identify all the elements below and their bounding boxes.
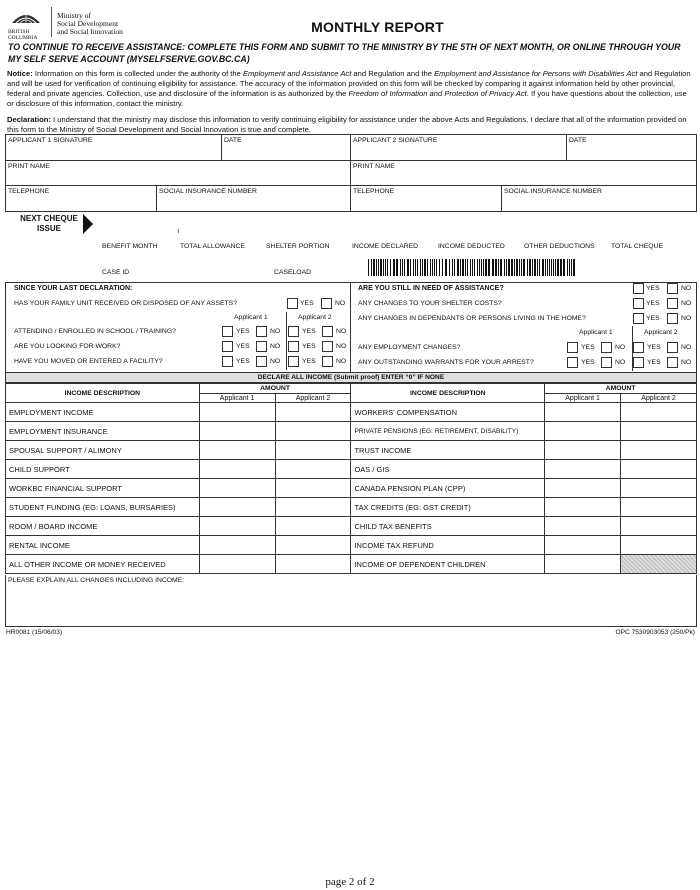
moved-a2-yes-checkbox[interactable]: [288, 356, 299, 367]
other-deductions-label: OTHER DEDUCTIONS: [524, 243, 595, 250]
no-label: NO: [681, 300, 692, 307]
employment-a2-yes-checkbox[interactable]: [633, 342, 644, 353]
next-cheque-line1: NEXT CHEQUE: [20, 214, 78, 223]
amount-applicant1-input[interactable]: [199, 498, 275, 517]
barcode-bar: [415, 259, 416, 276]
barcode-bar: [481, 259, 482, 276]
work-a1-yes-checkbox[interactable]: [222, 341, 233, 352]
telephone2-field[interactable]: [350, 185, 502, 212]
no-label: NO: [681, 285, 692, 292]
barcode-bar: [420, 259, 421, 276]
barcode-bar: [383, 259, 384, 276]
barcode-bar: [442, 259, 443, 276]
barcode-bar: [537, 259, 538, 276]
barcode-bar: [529, 259, 531, 276]
barcode-bar: [557, 259, 559, 276]
no-label: NO: [270, 358, 281, 365]
barcode-bar: [407, 259, 409, 276]
barcode-bar: [454, 259, 455, 276]
work-a2-no-checkbox[interactable]: [322, 341, 333, 352]
dependants-question: ANY CHANGES IN DEPENDANTS OR PERSONS LIVING IN THE HOME?: [358, 315, 586, 322]
print-name2-label: PRINT NAME: [353, 163, 395, 170]
amount-applicant1-input[interactable]: [199, 517, 275, 536]
notice-act-1: Employment and Assistance Act: [242, 69, 352, 78]
date2-label: DATE: [569, 137, 587, 144]
shelter-no-checkbox[interactable]: [667, 298, 678, 309]
income-description-header-right: INCOME DESCRIPTION: [351, 384, 545, 403]
income-description-cell: CHILD SUPPORT: [6, 460, 200, 479]
amount-applicant2-header: Applicant 2: [275, 394, 351, 403]
moved-a1-no-checkbox[interactable]: [256, 356, 267, 367]
caseload-label: CASELOAD: [274, 269, 312, 276]
explain-changes-label: PLEASE EXPLAIN ALL CHANGES INCLUDING INCOME:: [8, 577, 185, 584]
yes-label: YES: [302, 343, 316, 350]
logo-text-british: BRITISH: [8, 29, 30, 35]
no-label: NO: [336, 328, 347, 335]
income-description-cell: TRUST INCOME: [351, 441, 545, 460]
income-description-header: INCOME DESCRIPTION: [6, 384, 200, 403]
income-description-cell: TAX CREDITS (EG: GST CREDIT): [351, 498, 545, 517]
income-description-cell: CHILD TAX BENEFITS: [351, 517, 545, 536]
no-label: NO: [270, 343, 281, 350]
amount-applicant2-input[interactable]: [621, 403, 697, 422]
barcode-bar: [422, 259, 423, 276]
barcode-bar: [430, 259, 431, 276]
amount-applicant2-input[interactable]: [275, 536, 351, 555]
date1-field[interactable]: [221, 134, 351, 161]
telephone1-field[interactable]: [5, 185, 157, 212]
amount-header: AMOUNT: [199, 384, 351, 394]
income-table: [5, 383, 697, 574]
amount-applicant2-input[interactable]: [275, 422, 351, 441]
barcode-bar: [542, 259, 544, 276]
school-a1-no-checkbox[interactable]: [256, 326, 267, 337]
employment-changes-question: ANY EMPLOYMENT CHANGES?: [358, 344, 461, 351]
amount-applicant2-input[interactable]: [275, 479, 351, 498]
notice-label: Notice:: [7, 69, 33, 78]
barcode-bar: [519, 259, 520, 276]
barcode-bar: [417, 259, 418, 276]
income-description-cell: RENTAL INCOME: [6, 536, 200, 555]
warrants-a2-yes-checkbox[interactable]: [633, 357, 644, 368]
amount-applicant1-input[interactable]: [199, 555, 275, 574]
barcode-bar: [498, 259, 499, 276]
barcode-bar: [436, 259, 437, 276]
questions-divider: [350, 282, 351, 372]
barcode-bar: [439, 259, 440, 276]
barcode-bar: [485, 259, 487, 276]
barcode-bar: [504, 259, 505, 276]
applicant2-column-label: Applicant 2: [298, 314, 332, 321]
amount-applicant1-input[interactable]: [545, 441, 621, 460]
barcode-bar: [545, 259, 546, 276]
amount-applicant1-input[interactable]: [199, 441, 275, 460]
assets-question: HAS YOUR FAMILY UNIT RECEIVED OR DISPOSED OF ANY ASSETS?: [14, 300, 237, 307]
work-a1-no-checkbox[interactable]: [256, 341, 267, 352]
school-a2-yes-checkbox[interactable]: [288, 326, 299, 337]
barcode-bar: [462, 259, 464, 276]
income-description-cell: WORKERS' COMPENSATION: [351, 403, 545, 422]
shelter-portion-label: SHELTER PORTION: [266, 243, 330, 250]
declaration-paragraph: [7, 115, 695, 135]
ministry-name-line1: Ministry of: [57, 11, 91, 20]
employment-a1-no-checkbox[interactable]: [601, 342, 612, 353]
yes-label: YES: [300, 300, 314, 307]
notice-text-4: . If you have questions about the collection, use or disclosure of this information, contact the ministry.: [7, 89, 687, 108]
warrants-question: ANY OUTSTANDING WARRANTS FOR YOUR ARREST?: [358, 359, 534, 366]
amount-applicant1-input[interactable]: [199, 460, 275, 479]
no-label: NO: [270, 328, 281, 335]
income-description-cell: WORKBC FINANCIAL SUPPORT: [6, 479, 200, 498]
income-description-cell: EMPLOYMENT INSURANCE: [6, 422, 200, 441]
assets-no-checkbox[interactable]: [321, 298, 332, 309]
sin2-label: SOCIAL INSURANCE NUMBER: [504, 188, 602, 195]
amount-applicant1-input[interactable]: [199, 422, 275, 441]
moved-a1-yes-checkbox[interactable]: [222, 356, 233, 367]
amount-applicant1-input[interactable]: [545, 555, 621, 574]
barcode-bar: [514, 259, 515, 276]
income-description-cell: INCOME TAX REFUND: [351, 536, 545, 555]
case-id-label: CASE ID: [102, 269, 130, 276]
declaration-text: I understand that the ministry may disclose this information to verify continuing eligibility for assistance under the above Acts and Regulations. I declare that all of the information provided on this form to the Ministry of Social Development and Social Innovation is true and complete.: [7, 115, 687, 134]
barcode-bar: [547, 259, 548, 276]
no-label: NO: [681, 359, 692, 366]
income-description-cell: OAS / GIS: [351, 460, 545, 479]
barcode-bar: [404, 259, 405, 276]
income-description-cell: STUDENT FUNDING (EG: LOANS, BURSARIES): [6, 498, 200, 517]
notice-text-1: Information on this form is collected under the authority of the: [32, 69, 243, 78]
yes-label: YES: [581, 344, 595, 351]
amount-applicant1-header: Applicant 1: [199, 394, 275, 403]
barcode-bar: [549, 259, 550, 276]
amount-applicant2-input[interactable]: [275, 460, 351, 479]
income-description-cell: INCOME OF DEPENDENT CHILDREN: [351, 555, 545, 574]
barcode-bar: [508, 259, 510, 276]
income-declared-label: INCOME DECLARED: [352, 243, 419, 250]
barcode-bar: [457, 259, 459, 276]
barcode-bar: [483, 259, 484, 276]
amount-applicant2-input[interactable]: [621, 498, 697, 517]
amount-applicant1-input[interactable]: [545, 460, 621, 479]
employment-a1-yes-checkbox[interactable]: [567, 342, 578, 353]
page-title: MONTHLY REPORT: [311, 19, 444, 35]
still-need-assistance-question: ARE YOU STILL IN NEED OF ASSISTANCE?: [358, 285, 504, 292]
barcode-bar: [488, 259, 490, 276]
barcode-bar: [427, 259, 428, 276]
school-a2-no-checkbox[interactable]: [322, 326, 333, 337]
no-label: NO: [336, 343, 347, 350]
next-cheque-line2: ISSUE: [36, 224, 61, 233]
work-question: ARE YOU LOOKING FOR WORK?: [14, 343, 121, 350]
amount-applicant2-input[interactable]: [621, 536, 697, 555]
still-need-no-checkbox[interactable]: [667, 283, 678, 294]
no-label: NO: [681, 344, 692, 351]
sin2-field[interactable]: [501, 185, 697, 212]
table-row: [6, 498, 697, 517]
barcode-bar: [511, 259, 513, 276]
amount-applicant1-input[interactable]: [545, 422, 621, 441]
shelter-yes-checkbox[interactable]: [633, 298, 644, 309]
barcode-bar: [467, 259, 468, 276]
amount-applicant1-input[interactable]: [199, 536, 275, 555]
yes-label: YES: [581, 359, 595, 366]
arrow-right-icon: [83, 214, 93, 234]
ministry-name-line3: and Social Innovation: [57, 27, 123, 36]
table-row: [6, 536, 697, 555]
logo-text-columbia: COLUMBIA: [8, 35, 38, 41]
barcode-bar: [373, 259, 375, 276]
amount-applicant1-input[interactable]: [545, 536, 621, 555]
barcode-bar: [413, 259, 414, 276]
amount-applicant2-input[interactable]: [275, 517, 351, 536]
print-name2-field[interactable]: [350, 160, 697, 186]
form-id: HR0081 (15/06/03): [6, 629, 63, 636]
barcode-bar: [432, 259, 433, 276]
barcode-bar: [380, 259, 382, 276]
warrants-a2-no-checkbox[interactable]: [667, 357, 678, 368]
barcode-bar: [527, 259, 528, 276]
amount-applicant2-input[interactable]: [275, 555, 351, 574]
since-last-declaration-heading: SINCE YOUR LAST DECLARATION:: [14, 285, 133, 292]
amount-header-right: AMOUNT: [545, 384, 697, 394]
yes-label: YES: [647, 359, 661, 366]
amount-applicant1-input[interactable]: [545, 403, 621, 422]
barcode-bar: [434, 259, 435, 276]
barcode-bar: [560, 259, 562, 276]
no-label: NO: [615, 344, 626, 351]
amount-applicant1-input[interactable]: [545, 479, 621, 498]
barcode-bar: [563, 259, 565, 276]
amount-applicant1-header-right: Applicant 1: [545, 394, 621, 403]
income-description-cell: CANADA PENSION PLAN (CPP): [351, 479, 545, 498]
barcode-bar: [567, 259, 568, 276]
barcode-bar: [470, 259, 471, 276]
notice-text-3: and Regulation and will be used for verification of continuing eligibility for assistance. The accuracy of the information provided on this form will be checked by comparing it against information held by other provincial, federal and private agencies. Collection, use and disclosure of the information is as authorized by the: [7, 69, 691, 98]
barcode-bar: [460, 259, 461, 276]
date1-label: DATE: [224, 137, 242, 144]
barcode-bar: [387, 259, 388, 276]
amount-applicant2-input[interactable]: [275, 498, 351, 517]
explain-changes-field[interactable]: [5, 575, 697, 627]
amount-applicant2-header-right: Applicant 2: [621, 394, 697, 403]
barcode-bar: [465, 259, 466, 276]
amount-applicant1-input[interactable]: [199, 403, 275, 422]
barcode-bar: [569, 259, 570, 276]
amount-applicant2-input[interactable]: [275, 441, 351, 460]
income-description-cell: EMPLOYMENT INCOME: [6, 403, 200, 422]
print-name1-field[interactable]: [5, 160, 351, 186]
applicant2-signature-label: APPLICANT 2 SIGNATURE: [353, 137, 438, 144]
still-need-yes-checkbox[interactable]: [633, 283, 644, 294]
warrants-a1-no-checkbox[interactable]: [601, 357, 612, 368]
no-label: NO: [336, 358, 347, 365]
barcode-bar: [553, 259, 554, 276]
shelter-costs-question: ANY CHANGES TO YOUR SHELTER COSTS?: [358, 300, 502, 307]
barcode-bar: [516, 259, 518, 276]
barcode-bar: [472, 259, 473, 276]
barcode-bar: [410, 259, 411, 276]
tick-mark: [178, 229, 179, 233]
table-row: [6, 460, 697, 479]
amount-applicant2-input[interactable]: [621, 441, 697, 460]
moved-question: HAVE YOU MOVED OR ENTERED A FACILITY?: [14, 358, 163, 365]
applicant1-column-label: Applicant 1: [234, 314, 268, 321]
barcode-bar: [506, 259, 507, 276]
barcode-bar: [495, 259, 497, 276]
sin1-label: SOCIAL INSURANCE NUMBER: [159, 188, 257, 195]
applicant1-signature-label: APPLICANT 1 SIGNATURE: [8, 137, 93, 144]
table-row: [6, 555, 697, 574]
applicant1-signature-field[interactable]: [5, 134, 222, 161]
amount-applicant2-input[interactable]: [275, 403, 351, 422]
amount-applicant2-input[interactable]: [621, 479, 697, 498]
no-label: NO: [615, 359, 626, 366]
income-description-cell: ALL OTHER INCOME OR MONEY RECEIVED: [6, 555, 200, 574]
employment-a2-no-checkbox[interactable]: [667, 342, 678, 353]
opc-number: OPC 7530903053 (250/Pk): [615, 629, 695, 636]
barcode-bar: [523, 259, 525, 276]
yes-label: YES: [236, 328, 250, 335]
barcode-bar: [474, 259, 475, 276]
assets-yes-checkbox[interactable]: [287, 298, 298, 309]
amount-applicant2-input[interactable]: [621, 460, 697, 479]
barcode-bar: [492, 259, 494, 276]
amount-applicant1-input[interactable]: [545, 498, 621, 517]
sin1-field[interactable]: [156, 185, 351, 212]
dependants-yes-checkbox[interactable]: [633, 313, 644, 324]
notice-text-2: and Regulation and the: [351, 69, 435, 78]
barcode-bar: [500, 259, 502, 276]
amount-applicant1-input[interactable]: [199, 479, 275, 498]
barcode-bar: [445, 259, 447, 276]
table-row: [6, 517, 697, 536]
barcode-bar: [400, 259, 401, 276]
applicant1-column-label-right: Applicant 1: [579, 329, 613, 336]
notice-act-3: Freedom of Information and Protection of Privacy Act: [348, 89, 527, 98]
next-cheque-issue-label: [18, 214, 80, 234]
telephone1-label: TELEPHONE: [8, 188, 50, 195]
table-row: [6, 403, 697, 422]
barcode-bar: [539, 259, 540, 276]
yes-label: YES: [236, 358, 250, 365]
notice-act-2: Employment and Assistance for Persons with Disabilities Act: [434, 69, 638, 78]
amount-applicant2-input[interactable]: [621, 517, 697, 536]
print-name1-label: PRINT NAME: [8, 163, 50, 170]
barcode-bar: [571, 259, 572, 276]
barcode-bar: [376, 259, 377, 276]
barcode-bar: [534, 259, 536, 276]
warrants-a1-yes-checkbox[interactable]: [567, 357, 578, 368]
barcode-bar: [371, 259, 372, 276]
barcode-bar: [396, 259, 398, 276]
barcode: [368, 259, 578, 276]
no-label: NO: [681, 315, 692, 322]
barcode-bar: [452, 259, 453, 276]
barcode-bar: [555, 259, 556, 276]
yes-label: YES: [646, 285, 660, 292]
moved-a2-no-checkbox[interactable]: [322, 356, 333, 367]
notice-paragraph: [7, 69, 695, 109]
no-label: NO: [335, 300, 346, 307]
total-cheque-label: TOTAL CHEQUE: [611, 243, 663, 250]
applicant-divider: [286, 312, 287, 370]
barcode-bar: [368, 259, 369, 276]
barcode-bar: [385, 259, 386, 276]
dependants-no-checkbox[interactable]: [667, 313, 678, 324]
school-question: ATTENDING / ENROLLED IN SCHOOL / TRAINING?: [14, 328, 176, 335]
table-row: [6, 422, 697, 441]
barcode-bar: [551, 259, 552, 276]
barcode-bar: [573, 259, 575, 276]
page-number: page 2 of 2: [325, 876, 375, 888]
yes-label: YES: [236, 343, 250, 350]
ministry-name-line2: Social Development: [57, 19, 119, 28]
applicant2-column-label-right: Applicant 2: [644, 329, 678, 336]
barcode-bar: [424, 259, 426, 276]
barcode-bar: [390, 259, 391, 276]
barcode-bar: [378, 259, 379, 276]
income-deducted-label: INCOME DEDUCTED: [438, 243, 505, 250]
barcode-bar: [532, 259, 533, 276]
barcode-bar: [521, 259, 522, 276]
barcode-bar: [402, 259, 403, 276]
barcode-bar: [477, 259, 478, 276]
date2-field[interactable]: [566, 134, 697, 161]
amount-applicant1-input[interactable]: [545, 517, 621, 536]
declare-income-bar: DECLARE ALL INCOME (Submit proof) ENTER “0” IF NONE: [5, 372, 697, 383]
applicant2-signature-field[interactable]: [350, 134, 567, 161]
income-description-cell: SPOUSAL SUPPORT / ALIMONY: [6, 441, 200, 460]
yes-label: YES: [647, 344, 661, 351]
income-description-cell: PRIVATE PENSIONS (EG: RETIREMENT, DISABILITY): [351, 422, 545, 441]
table-row: [6, 441, 697, 460]
yes-label: YES: [646, 300, 660, 307]
amount-applicant2-input: [621, 555, 697, 574]
total-allowance-label: TOTAL ALLOWANCE: [180, 243, 245, 250]
yes-label: YES: [302, 328, 316, 335]
yes-label: YES: [302, 358, 316, 365]
barcode-bar: [449, 259, 450, 276]
income-description-cell: ROOM / BOARD INCOME: [6, 517, 200, 536]
barcode-bar: [479, 259, 480, 276]
benefit-month-label: BENEFIT MONTH: [102, 243, 158, 250]
table-row: [6, 479, 697, 498]
declaration-label: Declaration:: [7, 115, 51, 124]
school-a1-yes-checkbox[interactable]: [222, 326, 233, 337]
amount-applicant2-input[interactable]: [621, 422, 697, 441]
work-a2-yes-checkbox[interactable]: [288, 341, 299, 352]
barcode-bar: [393, 259, 395, 276]
submission-instructions: TO CONTINUE TO RECEIVE ASSISTANCE: COMPLETE THIS FORM AND SUBMIT TO THE MINISTRY BY THE 5TH OF NEXT MONTH, OR ONLINE THROUGH YOUR MY SELF SERVE ACCOUNT (MYSELFSERVE.GOV.BC.CA): [8, 42, 681, 64]
yes-label: YES: [646, 315, 660, 322]
telephone2-label: TELEPHONE: [353, 188, 395, 195]
